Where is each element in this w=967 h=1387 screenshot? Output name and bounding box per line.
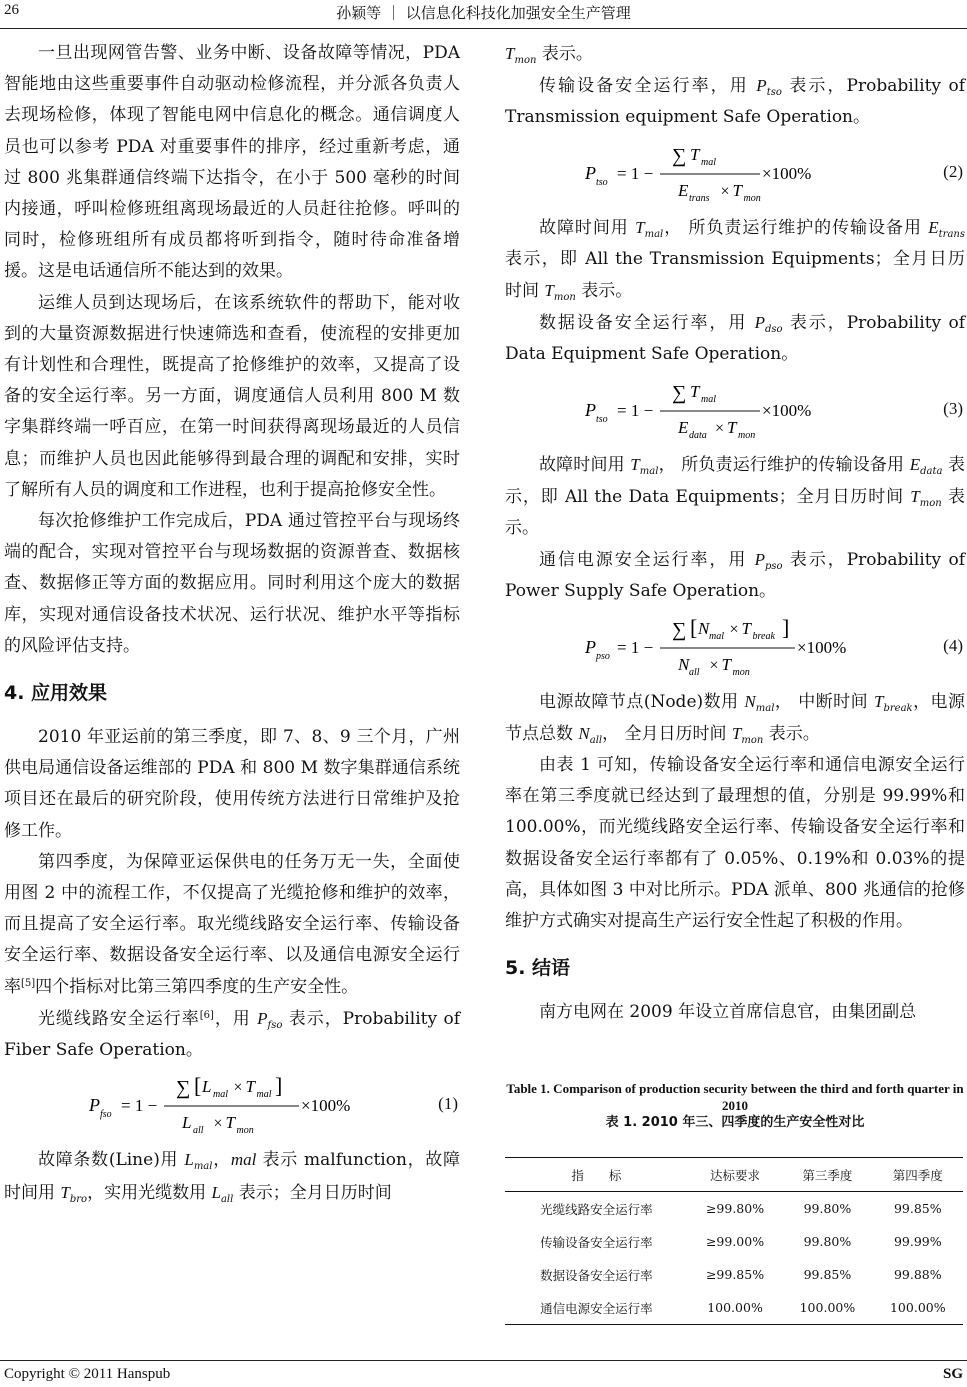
table-caption-zh: 表 1. 2010 年三、四季度的生产安全性对比 [605, 1115, 865, 1130]
equation-symbol: all [689, 666, 700, 678]
right-column [505, 38, 965, 1028]
equation-symbol: mon [236, 1125, 254, 1137]
section-heading: 4. 应用效果 [4, 682, 108, 705]
equation-symbol: ×100% [301, 1096, 351, 1116]
equation-symbol: P [585, 636, 596, 657]
copyright: Copyright © 2011 Hanspub [4, 1366, 171, 1382]
equation-symbol: T [690, 381, 700, 401]
table-header-row [505, 1158, 963, 1192]
citation: [6] [199, 1009, 214, 1021]
equation-symbol: tso [596, 176, 608, 188]
paragraph: 故障时间用 $T_{mal}$， 所负责运行维护的传输设备用 $E_{trans}$ 表示，即 All the Transmission Equipments；全月日历时间 $T_{mon}$ 表示。 [505, 217, 965, 304]
equation-symbol: tso [596, 413, 608, 425]
running-title: 孙颖等 ｜ 以信息化科技化加强安全生产管理 [336, 4, 631, 22]
equation-symbol: T [245, 1077, 255, 1097]
equation-symbol: mal [701, 156, 716, 168]
column-header: 指 标 [571, 1167, 622, 1183]
comparison-table [505, 1157, 963, 1325]
equation [4, 1066, 460, 1144]
equation-symbol: N [678, 654, 690, 674]
table-cell: 传输设备安全运行率 [540, 1234, 653, 1250]
table-cell: 99.80% [803, 1234, 852, 1249]
paragraph: 故障条数(Line)用 $L_{mal}$，mal 表示 malfunction，故障时间用 $T_{bro}$，实用光缆数用 $L_{all}$ 表示；全月日历时间 [4, 1150, 461, 1205]
paragraph: 运维人员到达现场后，在该系统软件的帮助下，能对收到的大量资源数据进行快速筛选和查看，使流程的安排更加有计划性和合理性，既提高了抢修维护的效率，又提高了设备的安全运行率。另一方面，调度通信人员利用 800 M 数字集群终端一呼百应，在第一时间获得离现场最近的人员信息；而维护人员也因此能够得到最合理的调配和安排，实时了解所有人员的调度和工作进程，也利于提高抢修安全性。 [4, 292, 460, 500]
paragraph: 南方电网在 2009 年设立首席信息官，由集团副总 [539, 1002, 917, 1023]
table-cell: 99.99% [893, 1234, 942, 1249]
page-footer [0, 1360, 967, 1387]
equation-symbol: × [709, 656, 719, 674]
equation-symbol: T [225, 1113, 235, 1133]
paragraph: 第四季度，为保障亚运保供电的任务万无一失，全面使用图 2 中的流程工作，不仅提高了光缆抢修和维护的效率，而且提高了安全运行率。取光缆线路安全运行率、传输设备安全运行率、数据设备安全运行率、以及通信电源安全运行率[5]四个指标对比第三第四季度的生产安全性。 [4, 851, 460, 997]
equation-symbol: all [193, 1125, 204, 1137]
table-cell: 99.88% [893, 1267, 942, 1282]
equation-number: (1) [438, 1094, 458, 1114]
equation-symbol: mon [743, 192, 761, 204]
equation-svg [505, 134, 905, 212]
running-header [0, 0, 967, 29]
left-column [4, 38, 460, 1209]
equation-symbol: mon [732, 666, 750, 678]
equation-svg [505, 608, 905, 686]
table-cell: 100.00% [707, 1300, 763, 1315]
table-cell: 100.00% [799, 1300, 856, 1315]
table-caption [505, 1080, 965, 1131]
equation [505, 134, 965, 212]
equation-symbol: × [715, 419, 725, 437]
table-row [505, 1291, 963, 1325]
bracket-symbol: [ [690, 614, 698, 640]
equation-symbol: trans [689, 192, 710, 204]
equation-symbol: L [182, 1113, 192, 1133]
equation-symbol: P [585, 399, 596, 420]
equation-symbol: T [727, 417, 737, 437]
table-cell: 通信电源安全运行率 [540, 1300, 653, 1316]
table-cell: 99.85% [893, 1201, 942, 1216]
column-header: 达标要求 [710, 1167, 761, 1183]
equation-symbol: × [720, 182, 730, 200]
sum-symbol: ∑ [176, 1077, 191, 1100]
equation-symbol: fso [100, 1109, 112, 1121]
equation-symbol: data [689, 429, 707, 441]
paragraph: 2010 年亚运前的第三季度，即 7、8、9 三个月，广州供电局通信设备运维部的 PDA 和 800 M 数字集群通信系统项目还在最后的研究阶段，使用传统方法进行日常维护及抢修工作。 [4, 727, 460, 841]
table-cell: 光缆线路安全运行率 [540, 1201, 653, 1217]
equation-symbol: P [585, 162, 596, 183]
equation-symbol: = 1 − [121, 1096, 158, 1116]
bracket-symbol: ] [275, 1073, 283, 1099]
paragraph: 通信电源安全运行率，用 $P_{pso}$ 表示，Probability of Power Supply Safe Operation。 [505, 550, 966, 602]
table-cell: ≥99.85% [705, 1267, 765, 1282]
equation-number: (3) [943, 398, 963, 418]
table-row [505, 1258, 963, 1291]
equation-symbol: T [721, 654, 731, 674]
equation-symbol: T [732, 180, 742, 200]
paragraph: 由表 1 可知，传输设备安全运行率和通信电源安全运行率在第三季度就已经达到了最理想的值，分别是 99.99%和 100.00%，而光缆线路安全运行率、传输设备安全运行率和数据设备安全运行率都有了 0.05%、0.19%和 0.03%的提高，具体如图 3 中对比所示。PDA 派单、800 兆通信的抢修维护方式确实对提高生产运行安全性起了积极的作用。 [505, 755, 965, 932]
paragraph: 故障时间用 $T_{mal}$， 所负责运行维护的传输设备用 $E_{data}$ 表示，即 All the Data Equipments；全月日历时间 $T_{mon}$ 表示。 [505, 454, 966, 539]
equation-symbol: ×100% [797, 637, 847, 657]
paragraph: 一旦出现网管告警、业务中断、设备故障等情况，PDA 智能地由这些重要事件自动驱动检修流程，并分派各负责人去现场检修，体现了智能电网中信息化的概念。通信调度人员也可以参考 PDA 对重要事件的排序，经过重新考虑，通过 800 兆集群通信终端下达指令，在小于 500 毫秒的时间内接通，呼叫检修班组离现场最近的人员赶往抢修。呼叫的同时，检修班组所有成员都将听到指令，随时待命准备增援。这是电话通信所不能达到的效果。 [4, 43, 460, 282]
equation-symbol: T [741, 618, 751, 638]
equation-symbol: × [233, 1079, 243, 1097]
equation-symbol: mal [213, 1089, 228, 1101]
equation-symbol: E [678, 417, 689, 437]
equation-symbol: break [752, 630, 775, 642]
citation: [5] [21, 977, 36, 989]
table-cell: 99.80% [803, 1201, 852, 1216]
sum-symbol: ∑ [672, 618, 687, 641]
equation-symbol: mal [701, 393, 716, 405]
table-row [505, 1225, 963, 1258]
equation-symbol: mal [256, 1089, 272, 1101]
table-cell: ≥99.00% [705, 1234, 765, 1249]
equation-symbol: T [690, 144, 700, 164]
table-cell: 99.85% [803, 1267, 852, 1282]
section-heading: 5. 结语 [505, 957, 571, 980]
equation-number: (4) [943, 635, 963, 655]
equation-number: (2) [943, 161, 963, 181]
table-row [505, 1192, 963, 1226]
paragraph: 光缆线路安全运行率[6]，用 $P_{fso}$ 表示，Probability of Fiber Safe Operation。 [4, 1008, 461, 1061]
equation-symbol: ×100% [762, 163, 812, 183]
equation-symbol: P [89, 1095, 100, 1116]
equation-symbol: = 1 − [617, 163, 654, 183]
bracket-symbol: ] [782, 614, 790, 640]
journal-abbrev: SG [942, 1366, 963, 1382]
equation-symbol: × [729, 620, 739, 638]
table-cell: 数据设备安全运行率 [540, 1267, 653, 1283]
equation-symbol: = 1 − [617, 637, 654, 657]
equation-symbol: N [698, 618, 710, 638]
equation-svg [4, 1066, 404, 1144]
table-cell: 100.00% [889, 1300, 946, 1315]
equation-symbol: ×100% [762, 400, 812, 420]
bracket-symbol: [ [194, 1073, 202, 1099]
table-caption-en: Table 1. Comparison of production security between the third and forth quarter in 2010 [506, 1081, 964, 1113]
equation-symbol: L [202, 1077, 212, 1097]
equation-symbol: mon [738, 429, 756, 441]
paragraph: 传输设备安全运行率，用 $P_{tso}$ 表示，Probability of Transmission equipment Safe Operation。 [505, 76, 966, 128]
paragraph: 数据设备安全运行率，用 $P_{dso}$ 表示，Probability of Data Equipment Safe Operation。 [505, 313, 966, 365]
equation-symbol: × [213, 1115, 223, 1133]
paragraph: 每次抢修维护工作完成后，PDA 通过管控平台与现场终端的配合，实现对管控平台与现场数据的资源普查、数据核查、数据修正等方面的数据应用。同时利用这个庞大的数据库，实现对通信设备技术状况、运行状况、维护水平等指标的风险评估支持。 [4, 511, 460, 656]
equation-symbol: E [678, 180, 689, 200]
equation-symbol: mal [709, 630, 724, 642]
paragraph: 电源故障节点(Node)数用 $N_{mal}$， 中断时间 $T_{break}$，电源节点总数 $N_{all}$， 全月日历时间 $T_{mon}$ 表示。 [505, 691, 966, 746]
equation-symbol: pso [596, 650, 610, 662]
column-header: 第三季度 [802, 1167, 853, 1183]
equation [505, 608, 965, 686]
page-number: 26 [4, 2, 19, 18]
sum-symbol: ∑ [672, 381, 687, 404]
equation-symbol: = 1 − [617, 400, 654, 420]
equation [505, 371, 965, 449]
paragraph: $T_{mon}$ 表示。 [505, 44, 593, 66]
table-cell: ≥99.80% [705, 1201, 765, 1216]
equation-svg [505, 371, 905, 449]
column-header: 第四季度 [892, 1167, 943, 1183]
sum-symbol: ∑ [672, 144, 687, 167]
